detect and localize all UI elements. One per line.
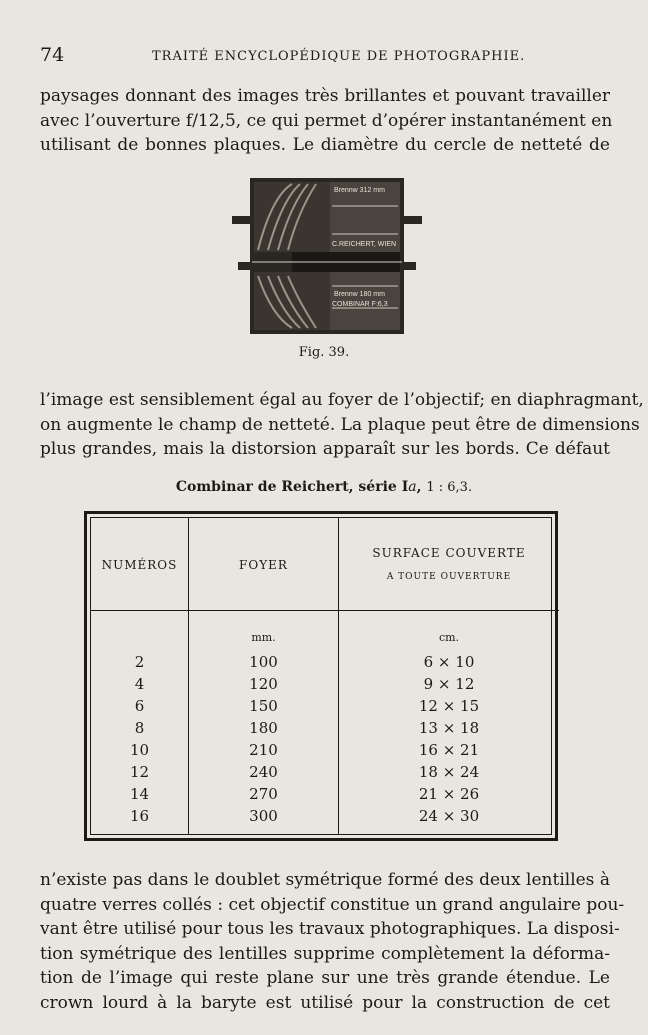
paragraph-1 [40,84,613,158]
combinar-lens-illustration [232,176,422,336]
table-row [91,697,559,719]
lens-label: Brennw 180 mm [334,291,385,298]
text-line: l’image est sensiblement égal au foyer de l’objectif; en diaphragmant, [40,390,644,410]
text-line: paysages donnant des images très brillantes et pouvant travailler [40,86,610,106]
cell-numero: 12 [129,763,150,781]
text-line: tion de l’image qui reste plane sur une très grande étendue. Le [40,968,610,988]
header-surface: SURFACE COUVERTE [372,546,526,560]
cell-numero: 6 [134,697,145,715]
table-title-ratio: 1 : 6,3. [426,480,473,495]
cell-foyer: 150 [249,697,278,715]
cell-foyer: 300 [249,807,278,825]
cell-foyer: 210 [249,741,278,759]
paragraph-2 [40,388,644,462]
cell-numero: 2 [134,653,145,671]
header-numeros: NUMÉROS [101,558,178,572]
text-line: utilisant de bonnes plaques. Le diamètre du cercle de netteté de [40,135,610,155]
text-line: vant être utilisé pour tous les travaux photographiques. La disposi- [40,919,620,939]
lens-label: COMBINAR F:6,3 [332,301,388,308]
table-row [91,763,559,785]
cell-surface: 13 × 18 [418,719,480,737]
cell-surface: 6 × 10 [423,653,475,671]
header-divider [91,610,559,611]
cell-surface: 9 × 12 [423,675,475,693]
table-row [91,675,559,697]
lens-table [84,511,558,841]
table-row [91,785,559,807]
text-line: on augmente le champ de netteté. La plaque peut être de dimensions [40,414,640,435]
cell-foyer: 180 [249,719,278,737]
cell-surface: 21 × 26 [418,785,480,803]
page-number: 74 [40,44,65,66]
unit-foyer: mm. [251,631,276,644]
header-foyer: FOYER [239,558,288,572]
cell-foyer: 240 [249,763,278,781]
table-row [91,719,559,741]
figure-caption: Fig. 39. [298,345,350,360]
cell-numero: 8 [134,719,145,737]
header-surface-sub: A TOUTE OUVERTURE [386,572,512,582]
table-row [91,807,559,829]
cell-surface: 16 × 21 [418,741,480,759]
text-line: tion symétrique des lentilles supprime complètement la déforma- [40,943,610,964]
page-header [40,44,610,68]
lens-label: Brennw 312 mm [334,187,385,194]
cell-surface: 24 × 30 [418,807,480,825]
lens-figure [232,176,422,336]
running-title: TRAITÉ ENCYCLOPÉDIQUE DE PHOTOGRAPHIE. [152,49,526,64]
cell-foyer: 270 [249,785,278,803]
text-line: crown lourd à la baryte est utilisé pour la construction de cet [40,992,610,1013]
table-title-main: Combinar de Reichert, série I [175,479,409,495]
text-line: plus grandes, mais la distorsion apparaît sur les bords. Ce défaut [40,439,610,459]
cell-numero: 10 [129,741,150,759]
cell-numero: 14 [129,785,150,803]
cell-foyer: 120 [249,675,278,693]
cell-surface: 12 × 15 [418,697,480,715]
text-line: n’existe pas dans le doublet symétrique formé des deux lentilles à [40,870,610,890]
text-line: quatre verres collés : cet objectif constitue un grand angulaire pou- [40,894,625,915]
text-line: avec l’ouverture f/12,5, ce qui permet d’opérer instantanément en [40,110,613,131]
cell-surface: 18 × 24 [418,763,480,781]
table-title-italic: a [408,479,417,495]
cell-numero: 16 [129,807,150,825]
lens-label: C.REICHERT, WIEN [332,241,397,248]
table-row [91,653,559,675]
table-row [91,741,559,763]
table-title [0,479,648,495]
cell-numero: 4 [134,675,145,693]
unit-surface: cm. [438,631,460,644]
table-title-sep: , [416,479,422,495]
paragraph-3 [40,868,625,1015]
cell-foyer: 100 [249,653,278,671]
